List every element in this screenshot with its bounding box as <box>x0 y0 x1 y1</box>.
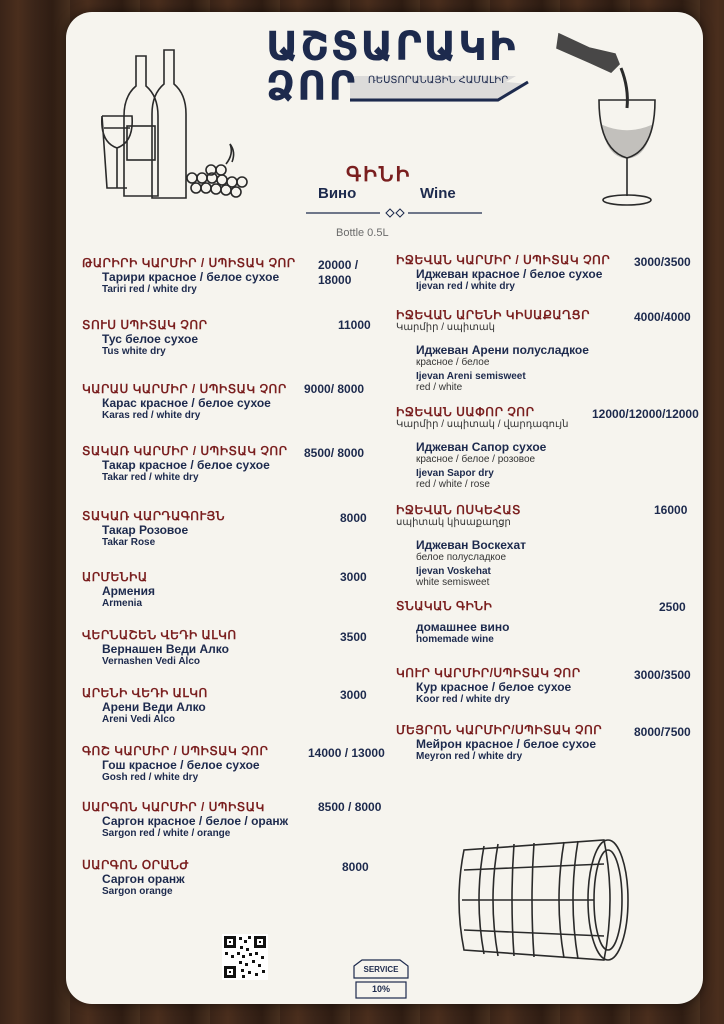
wine-price: 3000/3500 <box>634 255 691 269</box>
ornament-divider <box>306 208 482 218</box>
wine-item <box>82 318 207 357</box>
wine-color-english: red / white <box>416 382 463 393</box>
bottle-size-label: Bottle 0.5L <box>336 227 389 239</box>
wine-name-russian: Такар красное / белое сухое <box>102 458 270 472</box>
wine-name-english: Ijevan Voskehat <box>416 566 491 577</box>
wine-name-armenian: ԻՋԵՎԱՆ ՈՍԿԵՀԱՏ <box>396 503 521 517</box>
wine-item <box>82 628 237 667</box>
wine-name-russian: Армения <box>102 584 156 598</box>
wine-price: 3000 <box>340 570 367 584</box>
section-title-english: Wine <box>420 185 456 202</box>
wine-price: 3500 <box>340 630 367 644</box>
wine-price: 2500 <box>659 600 686 614</box>
wine-name-armenian: ԳՈՇ ԿԱՐՄԻՐ / ՍՊԻՏԱԿ ՉՈՐ <box>82 744 269 758</box>
wine-glass-illustration <box>551 24 661 214</box>
wine-color-russian: красное / белое / розовое <box>416 454 536 465</box>
wine-name-armenian: ՏՈՒՍ ՍՊԻՏԱԿ ՉՈՐ <box>82 318 208 332</box>
wine-name-english: Takar red / white dry <box>102 472 199 483</box>
wine-name-english: Ijevan Areni semisweet <box>416 371 526 382</box>
wine-item <box>396 308 590 393</box>
qr-code-icon[interactable] <box>222 934 268 980</box>
wine-name-russian: Такар Розовое <box>102 523 189 537</box>
wine-name-russian: Мейрон красное / белое сухое <box>416 737 596 751</box>
wine-item <box>82 382 287 421</box>
wine-name-armenian: ԻՋԵՎԱՆ ՍԱՓՈՐ ՉՈՐ <box>396 405 535 419</box>
wine-price: 8500/ 8000 <box>304 446 365 460</box>
wine-name-russian: Иджеван Воскехат <box>416 538 526 552</box>
wine-price: 20000 / 18000 <box>318 258 359 287</box>
wine-name-armenian: ԿՈՒՐ ԿԱՐՄԻՐ/ՍՊԻՏԱԿ ՉՈՐ <box>396 666 581 680</box>
wine-color-english: red / white / rose <box>416 479 490 490</box>
wine-price: 3000 <box>340 688 367 702</box>
service-charge-badge <box>352 958 410 994</box>
wine-price: 12000/12000/12000 <box>592 407 699 421</box>
service-percentage: 10% <box>371 984 390 994</box>
wine-name-armenian: ՄԵՅՐՈՆ ԿԱՐՄԻՐ/ՍՊԻՏԱԿ ՉՈՐ <box>396 723 603 737</box>
wine-name-armenian: ԹԱՐԻՐԻ ԿԱՐՄԻՐ / ՍՊԻՏԱԿ ՉՈՐ <box>82 256 296 270</box>
wine-item <box>396 503 526 588</box>
logo-line2: ՁՈՐ <box>266 64 358 110</box>
wine-name-armenian: ԻՋԵՎԱՆ ԿԱՐՄԻՐ / ՍՊԻՏԱԿ ՉՈՐ <box>396 253 611 267</box>
wine-item <box>82 686 208 725</box>
wine-name-armenian: ԿԱՐԱՍ ԿԱՐՄԻՐ / ՍՊԻՏԱԿ ՉՈՐ <box>82 382 287 396</box>
wine-price: 8000 <box>342 860 369 874</box>
wine-name-armenian: ՍԱՐԳՈՆ ՕՐԱՆԺ <box>82 858 189 872</box>
wine-name-russian: Кур красное / белое сухое <box>416 680 572 694</box>
wine-color-russian: красное / белое <box>416 357 490 368</box>
wine-name-russian: Гош красное / белое сухое <box>102 758 260 772</box>
wine-price: 14000 / 13000 <box>308 746 385 760</box>
wine-name-english: Karas red / white dry <box>102 410 201 421</box>
menu-page <box>66 12 703 1004</box>
wine-item <box>396 405 568 490</box>
wine-name-english: homemade wine <box>416 634 494 645</box>
wine-name-russian: Иджеван Сапор сухое <box>416 440 547 454</box>
wine-item <box>82 570 155 609</box>
logo-subtitle: ՌԵՍՏՈՐԱՆԱՅԻՆ ՀԱՄԱԼԻՐ <box>367 75 509 86</box>
wine-name-english: Sargon red / white / orange <box>102 828 231 839</box>
wine-item <box>396 666 581 705</box>
wine-color-russian: белое полусладкое <box>416 552 507 563</box>
wine-name-russian: домашнее вино <box>416 620 510 634</box>
wine-name-armenian: ԱՐԵՆԻ ՎԵԴԻ ԱԼԿՈ <box>82 686 208 700</box>
wine-name-armenian: ՏՆԱԿԱՆ ԳԻՆԻ <box>396 599 493 613</box>
wine-price: 3000/3500 <box>634 668 691 682</box>
wine-price: 4000/4000 <box>634 310 691 324</box>
wine-name-english: Sargon orange <box>102 886 173 897</box>
wine-item <box>396 599 509 645</box>
wine-name-english: Tariri red / white dry <box>102 284 197 295</box>
wine-price: 11000 <box>338 318 371 332</box>
wine-bottles-illustration <box>96 46 256 206</box>
wine-item <box>82 509 225 548</box>
service-label: SERVICE <box>363 965 399 974</box>
wine-name-english: Koor red / white dry <box>416 694 510 705</box>
wine-name-russian: Тарири красное / белое сухое <box>102 270 280 284</box>
wine-name-russian: Тус белое сухое <box>102 332 199 346</box>
wine-barrel-illustration <box>444 830 634 970</box>
wine-name-russian: Вернашен Веди Алко <box>102 642 229 656</box>
wine-name-armenian: ՏԱԿԱՌ ՎԱՐԴԱԳՈՒՅՆ <box>82 509 226 523</box>
wine-name-english: Ijevan Sapor dry <box>416 468 494 479</box>
wine-name-armenian: ԻՋԵՎԱՆ ԱՐԵՆԻ ԿԻՍԱՔԱՂՑՐ <box>396 308 590 322</box>
section-title-russian: Вино <box>318 185 357 202</box>
wine-name-armenian: ՎԵՐՆԱՇԵՆ ՎԵԴԻ ԱԼԿՈ <box>82 628 237 642</box>
wine-item <box>396 723 602 762</box>
wine-color-armenian: Կարմիր / սպիտակ / վարդագույն <box>396 419 569 430</box>
wine-name-armenian: ՏԱԿԱՌ ԿԱՐՄԻՐ / ՍՊԻՏԱԿ ՉՈՐ <box>82 444 288 458</box>
wine-name-russian: Саргон красное / белое / оранж <box>102 814 289 828</box>
restaurant-logo <box>248 20 538 115</box>
wine-name-english: Gosh red / white dry <box>102 772 199 783</box>
wine-name-russian: Саргон оранж <box>102 872 185 886</box>
logo-line1: ԱՇՏԱՐԱԿԻ <box>266 24 518 70</box>
wine-name-english: Tus white dry <box>102 346 166 357</box>
wine-name-russian: Карас красное / белое сухое <box>102 396 271 410</box>
wine-name-english: Vernashen Vedi Alco <box>102 656 201 667</box>
wine-name-english: Armenia <box>102 598 143 609</box>
wine-color-armenian: Կարմիր / սպիտակ <box>396 322 495 333</box>
wine-price: 9000/ 8000 <box>304 382 365 396</box>
wine-color-english: white semisweet <box>416 577 490 588</box>
wine-item <box>82 858 189 897</box>
wine-item <box>82 444 288 483</box>
wine-name-armenian: ԱՐՄԵՆԻԱ <box>82 570 148 584</box>
wine-name-russian: Иджеван красное / белое сухое <box>416 267 603 281</box>
wine-price: 16000 <box>654 503 688 517</box>
wine-item <box>82 800 288 839</box>
wine-name-english: Areni Vedi Alco <box>102 714 175 725</box>
wine-item <box>396 253 610 292</box>
wine-name-english: Takar Rose <box>102 537 156 548</box>
wine-price: 8000/7500 <box>634 725 691 739</box>
wine-name-english: Meyron red / white dry <box>416 751 523 762</box>
wine-color-armenian: սպիտակ կիսաքաղցր <box>396 517 511 528</box>
wine-name-armenian: ՍԱՐԳՈՆ ԿԱՐՄԻՐ / ՍՊԻՏԱԿ <box>82 800 265 814</box>
wine-price: 8500 / 8000 <box>318 800 382 814</box>
wine-name-english: Ijevan red / white dry <box>416 281 515 292</box>
wine-item <box>82 744 268 783</box>
section-title-armenian: ԳԻՆԻ <box>346 164 412 186</box>
wine-price: 8000 <box>340 511 367 525</box>
wine-item <box>82 256 296 295</box>
wine-name-russian: Иджеван Арени полусладкое <box>416 343 589 357</box>
wine-name-russian: Арени Веди Алко <box>102 700 206 714</box>
